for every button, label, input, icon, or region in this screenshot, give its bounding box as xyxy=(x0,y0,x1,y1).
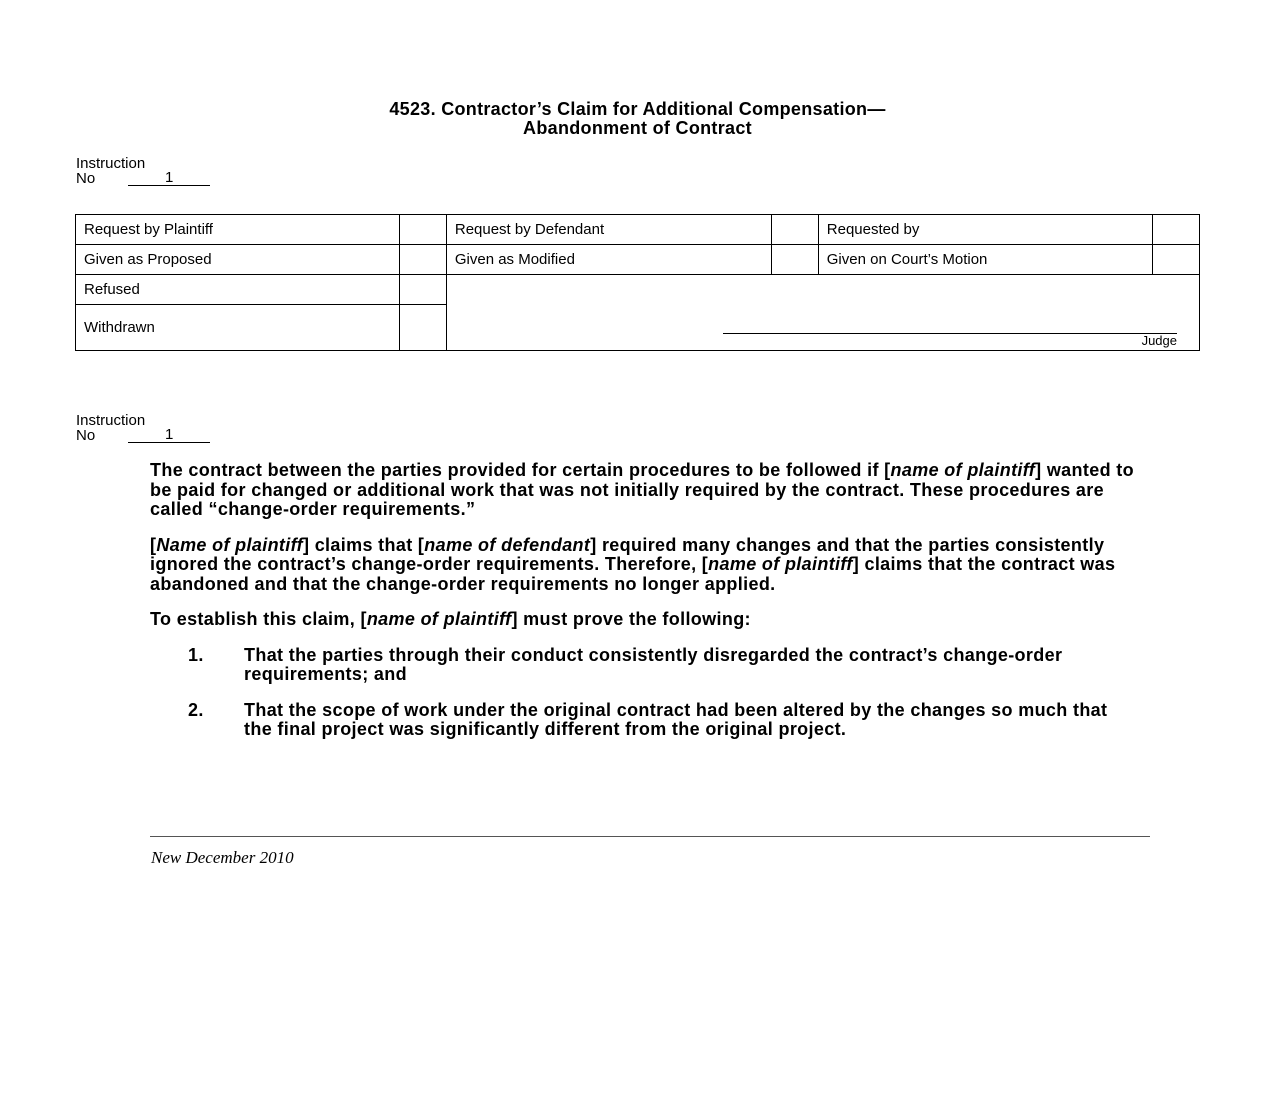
judge-signature-line[interactable] xyxy=(723,333,1177,334)
instruction-number-bottom xyxy=(76,413,210,443)
request-by-plaintiff-label: Request by Plaintiff xyxy=(76,215,400,245)
instruction-no-label: No xyxy=(76,170,96,187)
list-item xyxy=(150,701,1140,740)
refused-label: Refused xyxy=(76,275,400,305)
withdrawn-label: Withdrawn xyxy=(76,305,400,351)
list-item-text: That the parties through their conduct consistently disregarded the contract’s change-order requirements; and xyxy=(244,644,1063,684)
instruction-label: Instruction xyxy=(76,155,146,172)
paragraph-2: [Name of plaintiff] claims that [name of defendant] required many changes and that the parties consistently ignored the contract’s change-order requirements. Therefore, [name of plaintiff] claims that the contract was abandoned and that the change-order requirements no longer applied. xyxy=(150,534,1116,594)
requested-by-box[interactable] xyxy=(1153,215,1200,245)
list-item-text: That the scope of work under the original contract had been altered by the changes so much that the final project was significantly different from the original project. xyxy=(244,699,1108,739)
instruction-label: Instruction xyxy=(76,412,146,429)
paragraph-3: To establish this claim, [name of plaintiff] must prove the following: xyxy=(150,609,751,629)
title-line-1: 4523. Contractor’s Claim for Additional Compensation— xyxy=(389,99,886,119)
given-as-proposed-box[interactable] xyxy=(400,245,446,275)
instruction-no-label: No xyxy=(76,427,96,444)
given-on-courts-motion-box[interactable] xyxy=(1153,245,1200,275)
refused-box[interactable] xyxy=(400,275,446,305)
list-item-number: 1. xyxy=(188,644,204,665)
given-as-modified-label: Given as Modified xyxy=(446,245,771,275)
page-title xyxy=(0,100,1275,138)
request-by-plaintiff-box[interactable] xyxy=(400,215,446,245)
given-as-proposed-label: Given as Proposed xyxy=(76,245,400,275)
footer-divider xyxy=(150,836,1150,837)
instruction-no-value: 1 xyxy=(128,428,210,443)
request-by-defendant-box[interactable] xyxy=(772,215,818,245)
given-as-modified-box[interactable] xyxy=(772,245,818,275)
title-line-2: Abandonment of Contract xyxy=(523,118,752,138)
instruction-body xyxy=(150,461,1140,756)
instruction-number-top xyxy=(76,156,210,186)
revision-note: New December 2010 xyxy=(151,848,294,867)
paragraph-1: The contract between the parties provided for certain procedures to be followed if [name of plaintiff] wanted to be paid for changed or additional work that was not initially required by the contract. These procedures are called “change-order requirements.” xyxy=(150,460,1134,519)
instruction-no-value: 1 xyxy=(128,171,210,186)
requested-by-label: Requested by xyxy=(818,215,1153,245)
judge-signature-cell xyxy=(446,275,1199,351)
request-table xyxy=(75,214,1200,351)
judge-label: Judge xyxy=(1141,333,1177,348)
list-item-number: 2. xyxy=(188,699,204,720)
withdrawn-box[interactable] xyxy=(400,305,446,351)
list-item xyxy=(150,646,1140,685)
request-by-defendant-label: Request by Defendant xyxy=(446,215,771,245)
given-on-courts-motion-label: Given on Court’s Motion xyxy=(818,245,1153,275)
